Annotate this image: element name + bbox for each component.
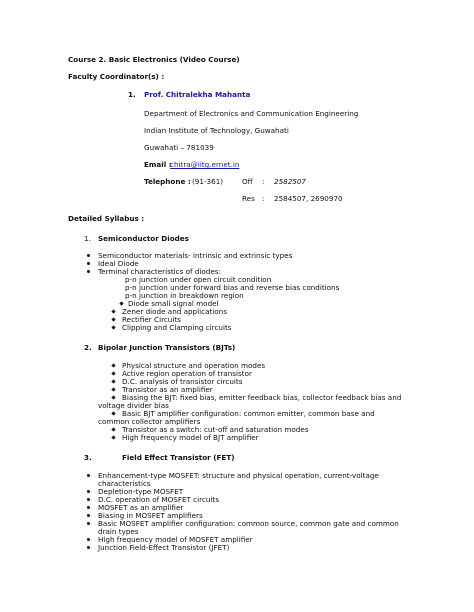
email-label: Email : (144, 160, 172, 169)
bullet (111, 325, 115, 329)
bullet (87, 262, 90, 265)
bullet (111, 309, 115, 313)
list-item: Enhancement-type MOSFET: structure and physical operation, current-voltage (98, 471, 379, 480)
email-link[interactable]: chitra@iitg.ernet.in (170, 160, 240, 169)
list-item: Diode small signal model (128, 299, 219, 308)
bullet (119, 301, 123, 305)
bullet (87, 490, 90, 493)
res-separator: : (262, 194, 265, 203)
section-2-title: Bipolar Junction Transistors (BJTs) (98, 343, 236, 352)
list-item: Terminal characteristics of diodes: (98, 267, 221, 276)
bullet (87, 522, 90, 525)
bullet (111, 379, 115, 383)
list-item: common collector amplifiers (98, 417, 201, 426)
section-3-title: Field Effect Transistor (FET) (122, 453, 235, 462)
bullet (87, 514, 90, 517)
bullet (111, 317, 115, 321)
section-2-number: 2. (84, 343, 92, 352)
list-item: Junction Field-Effect Transistor (JFET) (98, 543, 230, 552)
list-item: Basic MOSFET amplifier configuration: common source, common gate and common (98, 519, 399, 528)
faculty-institute: Indian Institute of Technology, Guwahati (144, 126, 289, 135)
telephone-code: (91-361) (192, 177, 224, 186)
bullet (111, 411, 115, 415)
faculty-city: Guwahati – 781039 (144, 143, 214, 152)
bullet (111, 363, 115, 367)
bullet (87, 546, 90, 549)
list-item: Basic BJT amplifier configuration: common emitter, common base and (122, 409, 375, 418)
bullet (111, 371, 115, 375)
list-item: characteristics (98, 479, 151, 488)
section-1-number: 1. (84, 234, 91, 243)
list-item: High frequency model of MOSFET amplifier (98, 535, 253, 544)
syllabus-heading: Detailed Syllabus : (68, 214, 145, 223)
bullet (87, 506, 90, 509)
faculty-heading: Faculty Coordinator(s) : (68, 72, 165, 81)
list-item: Clipping and Clamping circuits (122, 323, 232, 332)
faculty-department: Department of Electronics and Communication Engineering (144, 109, 359, 118)
bullet (111, 435, 115, 439)
bullet (87, 498, 90, 501)
list-item: p-n junction under forward bias and reverse bias conditions (125, 283, 340, 292)
bullet (87, 270, 90, 273)
off-label: Off (242, 177, 253, 186)
list-item: Semiconductor materials- intrinsic and extrinsic types (98, 251, 293, 260)
off-separator: : (262, 177, 265, 186)
bullet (111, 395, 115, 399)
section-1-title: Semiconductor Diodes (98, 234, 189, 243)
list-item: High frequency model of BJT amplifier (122, 433, 259, 442)
bullet (111, 387, 115, 391)
faculty-number: 1. (128, 90, 136, 99)
list-item: p-n junction under open circuit condition (125, 275, 272, 284)
list-item: D.C. operation of MOSFET circuits (98, 495, 219, 504)
list-item: D.C. analysis of transistor circuits (122, 377, 243, 386)
off-number: 2582507 (274, 177, 307, 186)
list-item: Transistor as an amplifier (122, 385, 213, 394)
section-3-number: 3. (84, 453, 92, 462)
course-title: Course 2. Basic Electronics (Video Course) (68, 55, 240, 64)
list-item: voltage divider bias (98, 401, 169, 410)
list-item: Zener diode and applications (122, 307, 227, 316)
list-item: Physical structure and operation modes (122, 361, 266, 370)
res-label: Res (242, 194, 255, 203)
list-item: Biasing the BJT: fixed bias, emitter feedback bias, collector feedback bias and (122, 393, 402, 402)
list-item: MOSFET as an amplifier (98, 503, 184, 512)
bullet (87, 254, 90, 257)
bullet (111, 427, 115, 431)
bullet (87, 474, 90, 477)
list-item: drain types (98, 527, 139, 536)
list-item: Active region operation of transistor (122, 369, 252, 378)
list-item: Depletion-type MOSFET (98, 487, 184, 496)
list-item: Transistor as a switch: cut-off and saturation modes (122, 425, 309, 434)
bullet (87, 538, 90, 541)
res-number: 2584507, 2690970 (274, 194, 343, 203)
list-item: Rectifier Circuits (122, 315, 181, 324)
list-item: p-n junction in breakdown region (125, 291, 244, 300)
faculty-name: Prof. Chitralekha Mahanta (144, 90, 251, 99)
telephone-label: Telephone : (144, 177, 191, 186)
list-item: Ideal Diode (98, 259, 139, 268)
list-item: Biasing in MOSFET amplifiers (98, 511, 203, 520)
